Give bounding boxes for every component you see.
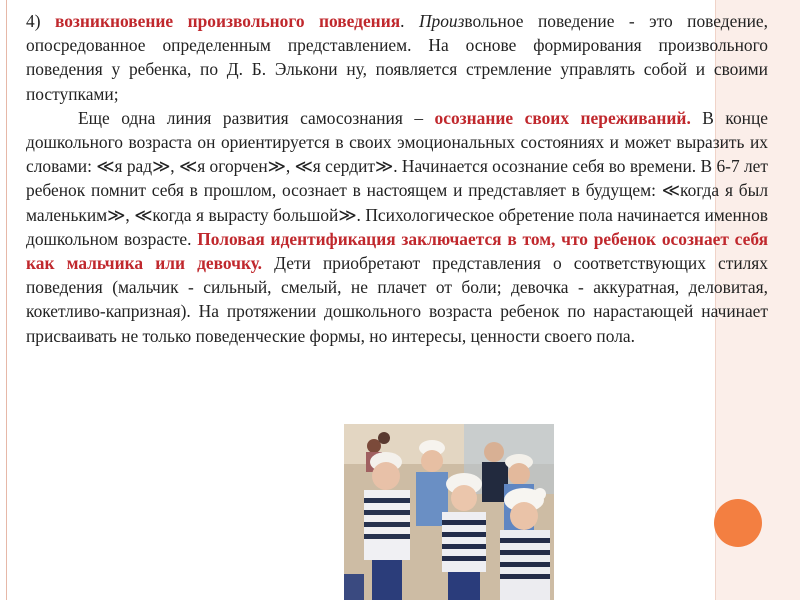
paragraph-2 [26, 106, 768, 348]
orange-circle-decoration [714, 499, 762, 547]
item-number: 4) [26, 11, 55, 31]
paragraph-1 [26, 9, 768, 106]
paragraph-2-text-b: В конце дошкольного возраста он ориентируется в своих эмоциональных состояниях и может выразить их словами: ≪я рад≫, ≪я огорчен≫, ≪я сердит≫. Начинается осознание себя во времени. В 6-7 лет ребенок помнит себя в прошлом, осознает в настоящем и представляет в будущем: ≪когда я был маленьким≫, ≪когда я вырасту большой≫. Психологическое обретение пола начинается именнов дошкольном возрасте. [26, 107, 769, 249]
highlight-heading: возникновение произвольного поведения [54, 11, 401, 31]
children-photo-illustration [344, 424, 554, 600]
paragraph-2-text-c: Дети приобретают представления о соответствующих стилях поведения (мальчик - сильный, смелый, не плачет от боли; девочка - аккуратная, деловитая, кокетливо-капризная). На протяжении дошкольного возраста ребенок по нарастающей начинает присваивать не только поведенческие формы, но интересы, ценности своего пола. [26, 253, 769, 346]
slide-body-text [26, 9, 768, 348]
heading-period: . [400, 11, 419, 31]
highlight-feelings: осознание своих переживаний. [434, 107, 691, 128]
italic-fragment: Произ [418, 11, 465, 31]
highlight-gender-identification: Половая идентификация заключается в том, что ребенок осознает себя как мальчика или девочку. [26, 228, 769, 274]
paragraph-2-text-a: Еще одна линия развития самосознания – [78, 107, 435, 128]
children-photo [344, 424, 554, 600]
paragraph-1-text: вольное поведение - это поведение, опосредованное определенным представлением. На основе формирования произвольного поведения у ребенка, по Д. Б. Элькони ну, появляется стремление управлять собой и своими поступками; [26, 11, 768, 104]
